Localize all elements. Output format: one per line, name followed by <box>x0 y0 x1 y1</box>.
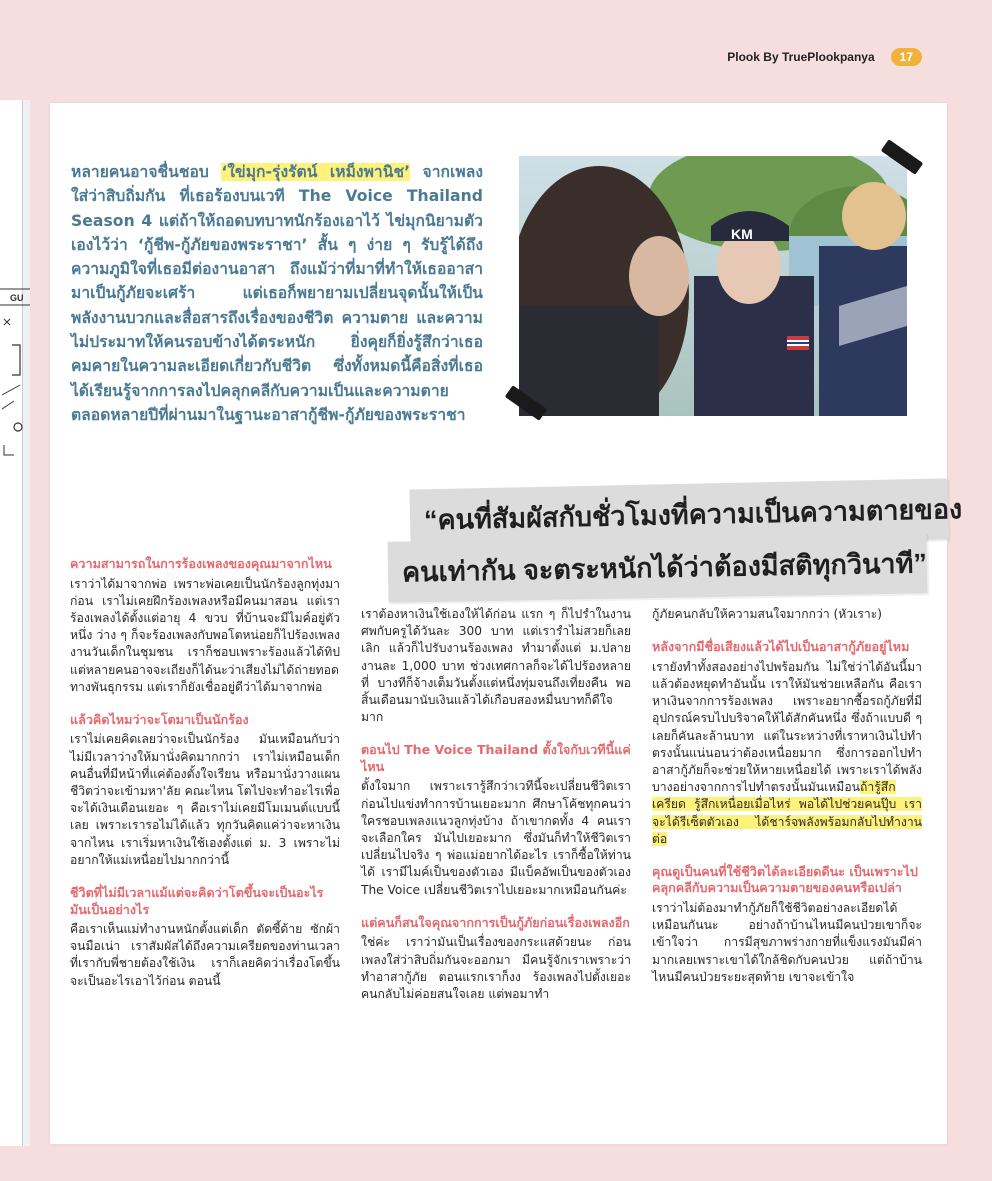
intro-text-1: หลายคนอาจชื่นชอบ <box>71 163 222 181</box>
article-column-3 <box>652 606 922 1002</box>
question-heading: แต่คนก็สนใจคุณจากการเป็นกู้ภัยก่อนเรื่องเพลงอีก <box>361 914 630 930</box>
intro-highlight-name: ‘ใข่มุก-รุ่งรัตน์ เหม็งพานิช’ <box>221 163 411 181</box>
question-heading: ความสามารถในการร้องเพลงของคุณมาจากไหน <box>70 556 332 571</box>
answer-paragraph: เราไม่เคยคิดเลยว่าจะเป็นนักร้อง มันเหมือนกับว่าไม่มีเวลาว่างให้มานั่งคิดมากกว่า เราไม่เหมือนเด็กคนอื่นที่มีหน้าที่แค่ต้องตั้งใจเรียน หรือมานั่งวางแผนชีวิตว่าจะเข้ามหา'ลัย คณะไหน โตไปจะทำอะไรเพื่อจะได้เงินเดือนเยอะ ๆ คือเราไม่เคยมีโมเมนต์แบบนี้เลย เพราะเรารอไม่ได้แล้ว ทุกวันคิดแค่ว่าจะหาเงินจากไหน เราเริ่มหาเงินใช้เองตั้งแต่ ม. 3 เพราะไม่อยากให้แม่เหนื่อยไปมากกว่านี้ <box>70 732 340 867</box>
pull-quote-line-1: “คนที่สัมผัสกับชั่วโมงที่ความเป็นความตายของ <box>409 478 948 550</box>
article-column-1 <box>70 556 340 1006</box>
brand-name: Plook By TruePlookpanya <box>727 50 875 64</box>
highlighted-answer-text: ถ้ารู้สึกเครียด รู้สึกเหนื่อยเมื่อไหร่ พอได้ไปช่วยคนปุ๊บ เราจะได้รีเซ็ตตัวเอง ได้ชาร์จพลังพร้อมกลับไปทำงานต่อ <box>652 780 922 846</box>
rescue-volunteer-photo <box>519 156 907 416</box>
left-page-edge <box>0 100 23 1146</box>
answer-paragraph: เราว่าได้มาจากพ่อ เพราะพ่อเคยเป็นนักร้องลูกทุ่งมาก่อน เราไม่เคยฝึกร้องเพลงหรือมีคนมาสอน แต่เราร้องเพลงได้ตั้งแต่อายุ 4 ขวบ ที่บ้านจะมีไมค์อยู่ตัวหนึ่ง ว่าง ๆ ก็จะร้องเพลงกับพอโตหน่อยก็ไปร้องเพลงงานวันเด็กในชุมชน เราก็ชอบเพราะร้องแล้วได้ทิป แต่หลายคนอาจจะเถียงก็ได้นะว่าเสียงไม่ได้ถ่ายทอดทางพันธุกรรม แต่เราก็ยังเชื่ออยู่ดีว่าได้มาจากพ่อ <box>70 576 340 694</box>
pull-quote-line-2: คนเท่ากัน จะตระหนักได้ว่าต้องมีสติทุกวินาที” <box>388 532 928 602</box>
question-heading: คุณดูเป็นคนที่ใช้ชีวิตได้ละเอียดดีนะ เป็นเพราะไปคลุกคลีกับความเป็นความตายของคนหรือเปล่า <box>652 863 918 896</box>
answer-paragraph-with-highlight <box>652 659 922 848</box>
question-heading: ชีวิตที่ไม่มีเวลาแม้แต่จะคิดว่าโตขึ้นจะเป็นอะไร มันเป็นอย่างไร <box>70 885 324 917</box>
left-background-page <box>0 100 30 1146</box>
answer-paragraph: ใช่ค่ะ เราว่ามันเป็นเรื่องของกระแสด้วยนะ ก่อนเพลงใส่ว่าสิบถิ่มกันจะออกมา มีคนรู้จักเราเพราะว่าทำอาสากู้ภัย ตอนแรกเราก็งง ร้องเพลงไปตั้งเยอะคนกลับไม่ค่อยสนใจเลย แต่พอมาทำ <box>361 935 631 1001</box>
question-heading: ตอนไป The Voice Thailand ตั้งใจกับเวทีนี้แค่ไหน <box>361 742 631 774</box>
answer-paragraph: เราว่าไม่ต้องมาทำกู้ภัยก็ใช้ชีวิตอย่างละเอียดได้เหมือนกันนะ อย่างถ้าบ้านไหนมีคนป่วยเขาก็จะเข้าใจว่า การมีสุขภาพร่างกายที่แข็งแรงมันมีค่ามากเลยเพราะเขาได้ใกล้ชิดกับคนป่วย แต่ถ้าบ้านไหนมีคนป่วยระยะสุดท้าย เขาจะเข้าใจ <box>652 900 922 984</box>
left-edge-text: GU <box>10 293 24 303</box>
intro-paragraph <box>71 160 483 427</box>
doodle-icons <box>0 285 30 485</box>
page-header <box>727 48 922 66</box>
answer-paragraph: คือเราเห็นแม่ทำงานหนักตั้งแต่เด็ก ตัดซี้ด้าย ซักผ้าจนมือเน่า เราสัมผัสได้ถึงความเครียดของท่านเวลาที่เรากับพี่ชายต้องใช้เงิน เราก็เลยคิดว่าเรื่องโตขึ้นจะเป็นอะไรเอาไว้ก่อน ตอนนี้ <box>70 922 340 988</box>
question-heading: แล้วคิดไหมว่าจะโตมาเป็นนักร้อง <box>70 711 249 727</box>
article-column-2 <box>361 606 631 1019</box>
answer-text: เรายังทำทั้งสองอย่างไปพร้อมกัน ไม่ใช่ว่าได้อันนี้มาแล้วต้องหยุดทำอันนั้น เราให้มันช่วยเหลือกัน คือเราหาเงินจากการร้องเพลง เพราะอยากซื้อรถกู้ภัยที่มีอุปกรณ์ครบไปบริจาคให้ได้สักคันหนึ่ง ซึ่งถ้าแบบดี ๆ เลยก็คันละล้านบาท แต่ในระหว่างที่เราหาเงินไปทำตรงนั้นแน่นอนว่าต้องเหนื่อยมาก ซึ่งการออกไปทำอาสากู้ภัยก็จะช่วยให้หายเหนื่อยได้ เพราะเราได้พลังบางอย่างจากการไปทำตรงนั้นมันเหมือน <box>652 659 922 795</box>
feature-photo <box>519 156 907 416</box>
answer-paragraph: ตั้งใจมาก เพราะเรารู้สึกว่าเวทีนี้จะเปลี่ยนชีวิตเรา ก่อนไปแข่งทำการบ้านเยอะมาก ศึกษาโค้ชทุกคนว่าใครชอบเพลงแนวลูกทุ่งบ้าง ถ้าเขากดทั้ง 4 คนเราจะเลือกใคร มันไปเยอะมาก ซึ่งมันก็ทำให้ชีวิตเราเปลี่ยนไปจริง ๆ พ่อแม่อยากได้อะไร เราก็ซื้อให้ท่านได้ เรามีไมค์เป็นของตัวเอง มีแบ็คอัพเป็นของตัวเอง The Voice เปลี่ยนชีวิตเราไปเยอะมากเหมือนกันค่ะ <box>361 779 631 897</box>
page-number-badge: 17 <box>891 48 922 66</box>
answer-paragraph: กู้ภัยคนกลับให้ความสนใจมากกว่า (หัวเราะ) <box>652 607 883 621</box>
cap-logo-text: KM <box>731 226 753 242</box>
answer-paragraph: เราต้องหาเงินใช้เองให้ได้ก่อน แรก ๆ ก็ไปรำในงานศพกับครูได้วันละ 300 บาท แต่เรารำไม่สวยก็เลยเลิก แล้วก็ไปรับงานร้องเพลง ทำมาตั้งแต่ ม.ปลาย งานละ 1,000 บาท ช่วงเทศกาลก็จะได้ไปร้องหลายที่ บางทีก็จ้างเต็มวันตั้งแต่หนึ่งทุ่มจนถึงเที่ยงคืน พอสิ้นเดือนมานับเงินแล้วได้เกือบสองหมื่นบาทก็ดีใจมาก <box>361 607 631 725</box>
question-heading: หลังจากมีชื่อเสียงแล้วได้ไปเป็นอาสากู้ภัยอยู่ไหม <box>652 639 910 655</box>
intro-text-2: จากเพลง ใส่ว่าสิบถิ่มกัน ที่เธอร้องบนเวที The Voice Thailand Season 4 แต่ถ้าให้ถอดบทบาทนักร้องเอาไว้ ไข่มุกนิยามตัวเองไว้ว่า ‘กู้ชีพ-กู้ภัยของพระราชา’ สั้น ๆ ง่าย ๆ รับรู้ได้ถึงความภูมิใจที่เธอมีต่องานอาสา ถึงแม้ว่าที่มาที่ทำให้เธออาสามาเป็นกู้ภัยจะเศร้า แต่เธอก็พยายามเปลี่ยนจุดนั้นให้เป็นพลังงานบวกและสื่อสารถึงเรื่องของชีวิต ความตาย และความไม่ประมาทให้คนรอบข้างได้ตระหนัก ยิ่งคุยก็ยิ่งรู้สึกว่าเธอคมคายในความละเอียดเกี่ยวกับชีวิต ซึ่งทั้งหมดนี้คือสิ่งที่เธอได้เรียนรู้จากการลงไปคลุกคลีกับความเป็นและความตายตลอดหลายปีที่ผ่านมาในฐานะอาสากู้ชีพ-กู้ภัยของพระราชา <box>71 163 483 424</box>
